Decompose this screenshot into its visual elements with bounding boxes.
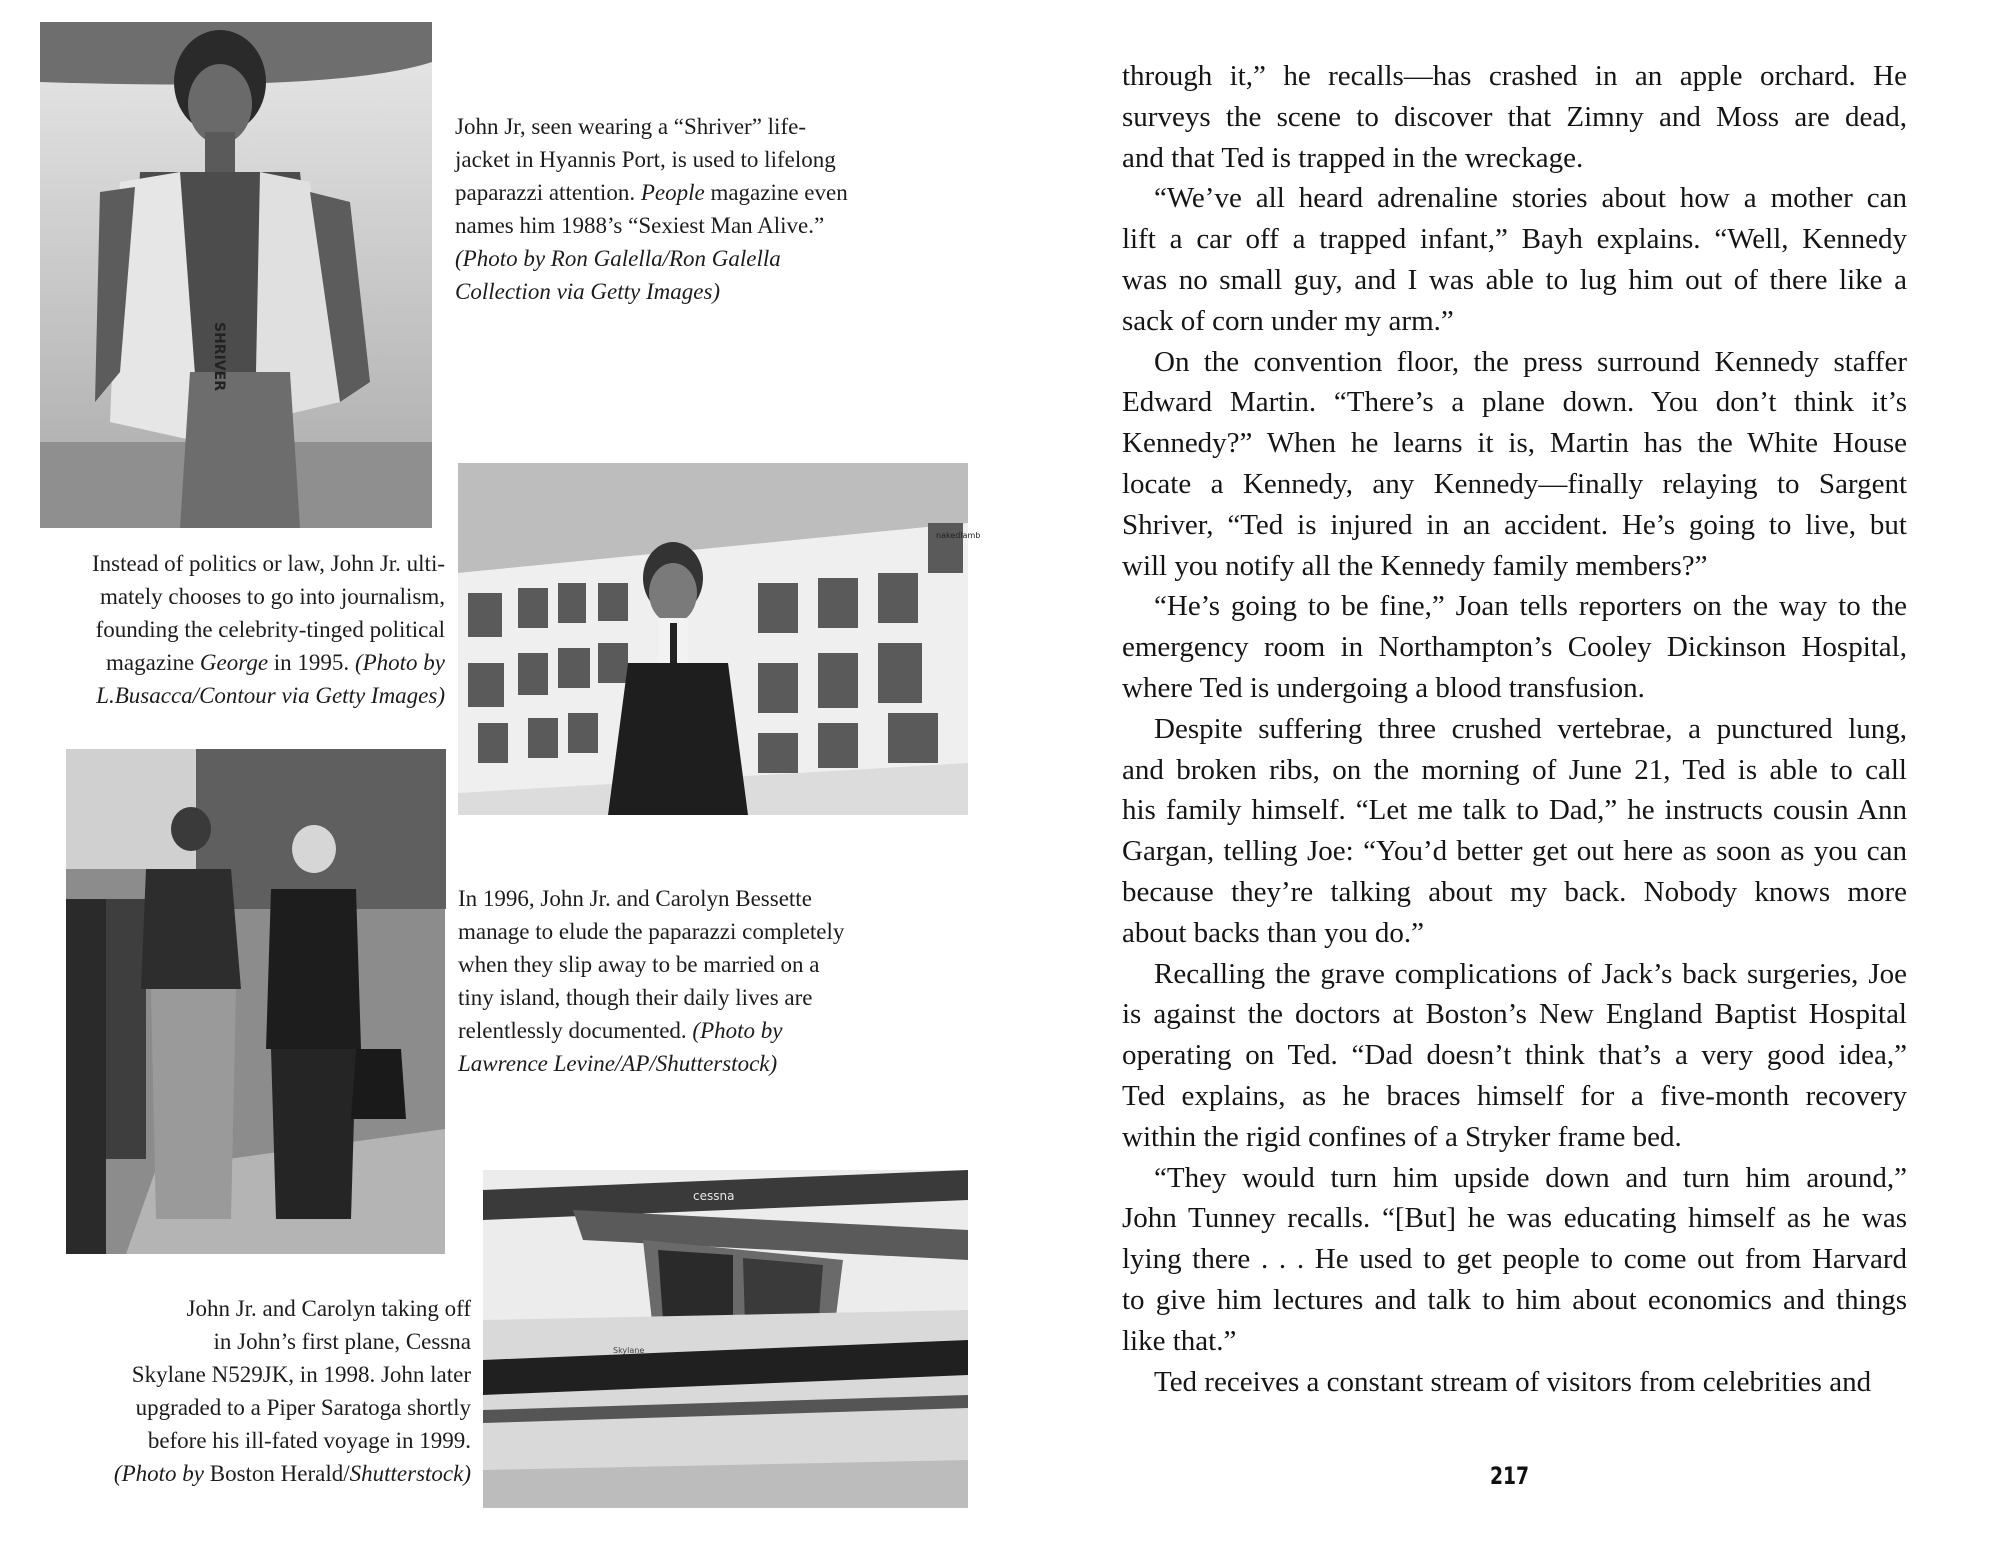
body-line: sack of corn under my arm.” [1122,304,1454,337]
body-line: lift a car off a trapped infant,” Bayh explains. “Well, Kennedy [1122,223,1907,256]
body-line: Ted explains, as he braces himself for a five-month recovery [1122,1079,1907,1112]
vest-label: SHRIVER [211,322,227,391]
body-line: was no small guy, and I was able to lug him out of there like a [1122,263,1907,296]
caption-line: names him 1988’s “Sexiest Man Alive.” [455,213,825,238]
caption-line: John Jr, seen wearing a “Shriver” life- [455,114,806,139]
tail-label: cessna [693,1189,735,1203]
body-line: and that Ted is trapped in the wreckage. [1122,141,1584,174]
caption-line: upgraded to a Piper Saratoga shortly [135,1395,471,1420]
body-line: “They would turn him upside down and turn him around,” [1154,1161,1907,1194]
caption-line: Instead of politics or law, John Jr. ulti- [91,551,445,576]
caption-credit: Collection via Getty Images) [455,279,721,304]
caption-credit: (Photo by Boston Herald/Shutterstock) [113,1461,471,1486]
body-line: about backs than you do.” [1122,916,1425,949]
fuselage-label: Skylane [613,1346,645,1355]
caption-line: manage to elude the paparazzi completely [458,919,845,944]
caption-line: when they slip away to be married on a [458,952,820,977]
caption-line: founding the celebrity-tinged political [95,617,445,642]
caption-line: relentlessly documented. (Photo by [458,1018,783,1043]
body-line: “We’ve all heard adrenaline stories about how a mother can [1154,182,1907,215]
cessna-plane-photo [483,1170,968,1508]
caption-lifejacket [455,110,848,308]
body-line: will you notify all the Kennedy family members?” [1122,549,1708,582]
caption-line: tiny island, though their daily lives are [458,985,813,1010]
john-jr-george-office-photo [458,463,981,815]
john-carolyn-street-photo [66,749,445,1254]
caption-credit: L.Busacca/Contour via Getty Images) [96,683,445,708]
body-line: Shriver, “Ted is injured in an accident. He’s going to live, but [1122,508,1907,541]
body-line: because they’re talking about my back. Nobody knows more [1122,875,1907,908]
caption-credit: Lawrence Levine/AP/Shutterstock) [458,1051,778,1076]
caption-line: In 1996, John Jr. and Carolyn Bessette [458,886,812,911]
body-line: surveys the scene to discover that Zimny and Moss are dead, [1122,100,1907,133]
caption-line: paparazzi attention. People magazine even [455,180,848,205]
body-line: Despite suffering three crushed vertebrae, a punctured lung, [1154,712,1907,745]
page-number: 217 [1490,1462,1530,1490]
caption-line: John Jr. and Carolyn taking off [186,1296,471,1321]
body-line: and broken ribs, on the morning of June 21, Ted is able to call [1122,753,1907,786]
caption-line: Skylane N529JK, in 1998. John later [131,1362,471,1387]
body-line: Kennedy?” When he learns it is, Martin has the White House [1122,427,1907,460]
caption-line: before his ill-fated voyage in 1999. [147,1428,471,1453]
caption-wedding [458,882,844,1080]
body-line: Recalling the grave complications of Jack’s back surgeries, Joe [1154,957,1907,990]
caption-line: jacket in Hyannis Port, is used to lifelong [455,147,836,172]
body-line: operating on Ted. “Dad doesn’t think that’s a very good idea,” [1122,1039,1907,1072]
body-line: through it,” he recalls—has crashed in an apple orchard. He [1122,60,1907,92]
body-line: emergency room in Northampton’s Cooley Dickinson Hospital, [1122,631,1907,664]
body-text [1122,56,1907,1402]
caption-journalism [40,547,445,712]
caption-line: in John’s first plane, Cessna [213,1329,471,1354]
body-line: his family himself. “Let me talk to Dad,” he instructs cousin Ann [1122,794,1907,827]
body-line: On the convention floor, the press surround Kennedy staffer [1154,345,1907,378]
caption-credit: (Photo by Ron Galella/Ron Galella [455,246,781,271]
body-line: locate a Kennedy, any Kennedy—finally relaying to Sargent [1122,467,1907,500]
body-line: John Tunney recalls. “[But] he was educating himself as he was [1122,1202,1907,1235]
body-line: is against the doctors at Boston’s New England Baptist Hospital [1122,998,1907,1031]
john-jr-lifejacket-photo [40,22,432,528]
caption-line: magazine George in 1995. (Photo by [106,650,445,675]
wall-label: nakedlamb [936,531,981,540]
body-line: like that.” [1122,1324,1237,1357]
body-line: Edward Martin. “There’s a plane down. You don’t think it’s [1122,386,1907,419]
body-line: “He’s going to be fine,” Joan tells reporters on the way to the [1154,590,1907,623]
body-line: lying there . . . He used to get people to come out from Harvard [1122,1243,1907,1276]
caption-line: mately chooses to go into journalism, [100,584,445,609]
body-line: Ted receives a constant stream of visitors from celebrities and [1154,1365,1872,1398]
body-line: Gargan, telling Joe: “You’d better get out here as soon as you can [1122,835,1907,868]
body-line: where Ted is undergoing a blood transfusion. [1122,671,1645,704]
body-line: to give him lectures and talk to him about economics and things [1122,1283,1907,1316]
caption-plane [40,1292,471,1490]
body-line: within the rigid confines of a Stryker frame bed. [1122,1120,1682,1153]
